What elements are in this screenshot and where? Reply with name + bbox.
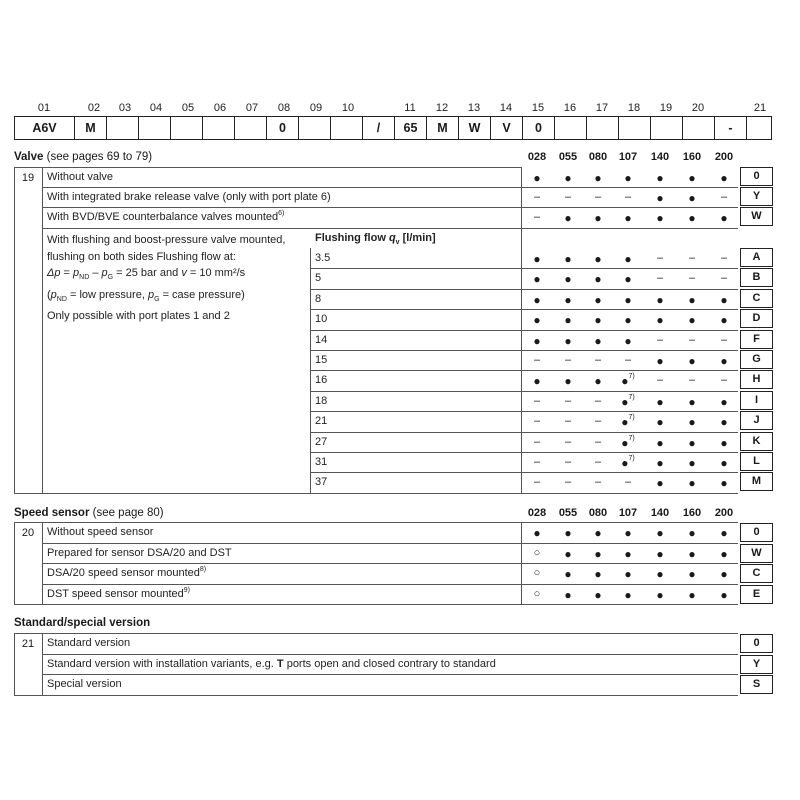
availability-dot: ●: [656, 567, 664, 581]
availability-dot: ●: [656, 171, 664, 185]
option-code-box: S: [740, 675, 773, 694]
not-available-dash: –: [594, 415, 602, 428]
availability-dot: ●$^{7)}$: [621, 373, 635, 389]
flushing-flow-value: 14: [315, 333, 328, 346]
valve-option-label: With BVD/BVE counterbalance valves mounted$^{6)}$: [47, 210, 285, 223]
availability-dot: ●: [688, 394, 696, 409]
special-row-divider: [42, 654, 738, 655]
not-available-dash: –: [564, 476, 572, 489]
availability-dot: ●: [564, 526, 572, 540]
availability-dot: ●: [624, 567, 632, 581]
availability-dot: ●: [533, 313, 541, 328]
not-available-dash: –: [594, 394, 602, 407]
option-code-box: C: [740, 564, 773, 583]
not-available-dash: –: [533, 354, 541, 366]
valve-top-border: [14, 167, 521, 168]
not-available-dash: –: [720, 374, 728, 387]
availability-dot: ●: [533, 374, 541, 389]
option-code-box: 0: [740, 523, 773, 542]
not-available-dash: –: [533, 435, 541, 448]
availability-dot: ●: [594, 292, 602, 307]
option-code-box: B: [740, 268, 773, 287]
flushing-flow-value: 8: [315, 292, 322, 305]
code-cell: W: [459, 117, 491, 139]
option-code-box: Y: [740, 655, 773, 674]
code-cell: [555, 117, 587, 139]
not-available-dash: –: [533, 415, 541, 428]
availability-dot: ●: [688, 191, 696, 205]
availability-dot: ●: [688, 588, 696, 602]
flushing-flow-value: 16: [315, 374, 328, 387]
not-available-dash: –: [688, 272, 696, 285]
speed-size-header-028: 028: [527, 507, 547, 519]
availability-dot: ●: [594, 567, 602, 581]
valve-size-header-080: 080: [588, 151, 608, 163]
not-available-dash: –: [594, 476, 602, 489]
availability-dot: ●: [624, 526, 632, 540]
availability-dot: ●: [688, 435, 696, 450]
speed-option-label: Prepared for sensor DSA/20 and DST: [47, 547, 232, 559]
code-cell: [619, 117, 651, 139]
availability-dot: ●: [624, 547, 632, 561]
availability-dot: ●: [720, 313, 728, 328]
availability-dot: ●: [594, 333, 602, 348]
availability-dot: ●: [594, 374, 602, 389]
availability-dot: ●: [720, 547, 728, 561]
availability-dot: ●: [688, 456, 696, 470]
availability-dot: ●: [624, 313, 632, 328]
valve-size-header-055: 055: [558, 151, 578, 163]
not-available-dash: –: [688, 333, 696, 346]
option-code-box: K: [740, 432, 773, 451]
flow-row-divider: [310, 452, 738, 453]
availability-dot: ●: [533, 272, 541, 287]
not-available-dash: –: [688, 374, 696, 387]
availability-dot: ●: [533, 333, 541, 348]
special-row-divider: [42, 695, 738, 696]
code-cell: [299, 117, 331, 139]
code-cell: [235, 117, 267, 139]
availability-dot: ●: [533, 526, 541, 540]
availability-dot: ●: [688, 547, 696, 561]
code-cell: [747, 117, 771, 139]
valve-option-label: With integrated brake release valve (only with port plate 6): [47, 191, 331, 203]
option-code-box: 0: [740, 167, 773, 186]
option-code-box: W: [740, 544, 773, 563]
valve-section-title: Valve (see pages 69 to 79): [14, 151, 153, 163]
availability-dot: ●: [564, 588, 572, 602]
not-available-dash: –: [720, 252, 728, 264]
flow-row-divider: [310, 411, 738, 412]
flushing-description: With flushing and boost-pressure valve mounted, flushing on both sides Flushing flow at: $\Delta p = p_{ND} - p_G = 25$ bar and v = 10 mm²/s ($p_{ND}$ = low pressure, $p_G$ = case pressure) Only possible with port plates 1 and 2: [47, 234, 286, 323]
option-code-box: I: [740, 391, 773, 410]
availability-dot: ●$^{7)}$: [621, 393, 635, 409]
availability-dot: ●: [564, 272, 572, 287]
availability-dot: ●: [594, 272, 602, 287]
position-label-18: 18: [627, 102, 641, 114]
availability-dot: ●$^{7)}$: [621, 414, 635, 430]
option-code-box: C: [740, 289, 773, 308]
valve-row-divider: [521, 207, 738, 208]
availability-dot: ●: [533, 252, 541, 266]
availability-dot: ●: [688, 313, 696, 328]
availability-dot: ●: [594, 313, 602, 328]
special-option-label: Special version: [47, 678, 122, 690]
option-code-box: F: [740, 330, 773, 349]
code-cell: [651, 117, 683, 139]
availability-dot: ●: [656, 313, 664, 328]
flushing-flow-value: 27: [315, 435, 328, 448]
availability-dot: ●: [656, 476, 664, 491]
flushing-flow-value: 15: [315, 354, 328, 366]
option-code-box: E: [740, 585, 773, 604]
special-section-number: 21: [21, 638, 35, 650]
position-label-08: 08: [277, 102, 291, 114]
position-label-09: 09: [309, 102, 323, 114]
code-cell: A6V: [15, 117, 75, 139]
speed-size-header-140: 140: [650, 507, 670, 519]
speed-row-divider: [42, 584, 738, 585]
valve-number-divider: [42, 167, 43, 493]
availability-dot: ●: [688, 476, 696, 491]
position-label-16: 16: [563, 102, 577, 114]
speed-row-divider: [42, 543, 738, 544]
speed-size-header-080: 080: [588, 507, 608, 519]
speed-option-label: DST speed sensor mounted$^{9)}$: [47, 587, 190, 600]
ordering-code-row: [14, 116, 772, 140]
availability-dot: ●: [533, 171, 541, 185]
code-cell: 65: [395, 117, 427, 139]
option-code-box: W: [740, 207, 773, 226]
special-top-border: [14, 633, 738, 634]
valve-row-divider: [42, 228, 521, 229]
valve-size-header-140: 140: [650, 151, 670, 163]
availability-dot: ●: [564, 333, 572, 348]
not-available-dash: –: [594, 456, 602, 468]
not-available-dash: –: [533, 211, 541, 223]
availability-dot: ●: [720, 171, 728, 185]
valve-bottom-border: [14, 493, 521, 494]
availability-dot: ●: [656, 588, 664, 602]
flushing-flow-value: 10: [315, 313, 328, 326]
availability-dot: ●: [720, 394, 728, 409]
flow-row-divider: [310, 330, 738, 331]
availability-dot: ●: [656, 526, 664, 540]
flushing-flow-value: 3.5: [315, 252, 331, 264]
availability-dot: ●: [720, 354, 728, 368]
valve-section-number: 19: [21, 172, 35, 184]
code-cell: /: [363, 117, 395, 139]
code-cell: M: [427, 117, 459, 139]
availability-dot: ●: [564, 374, 572, 389]
option-code-box: G: [740, 350, 773, 369]
option-code-box: L: [740, 452, 773, 471]
valve-left-border: [14, 167, 15, 493]
option-code-box: 0: [740, 634, 773, 653]
valve-size-header-107: 107: [618, 151, 638, 163]
position-label-19: 19: [659, 102, 673, 114]
availability-dot: ●: [688, 415, 696, 430]
availability-dot: ●: [564, 211, 572, 225]
availability-dot: ●: [656, 435, 664, 450]
availability-dot: ●: [720, 292, 728, 307]
position-label-02: 02: [87, 102, 101, 114]
code-cell: M: [75, 117, 107, 139]
not-available-dash: –: [656, 374, 664, 387]
code-cell: [683, 117, 715, 139]
option-code-box: D: [740, 309, 773, 328]
speed-size-header-107: 107: [618, 507, 638, 519]
availability-dot: ●: [688, 211, 696, 225]
position-label-21: 21: [753, 102, 767, 114]
not-available-dash: –: [533, 456, 541, 468]
availability-dot: ●: [720, 588, 728, 602]
availability-dot: ●: [688, 171, 696, 185]
flushing-flow-value: 37: [315, 476, 328, 489]
flow-row-divider: [310, 268, 738, 269]
availability-dot: ●: [594, 252, 602, 266]
availability-dot: ●$^{7)}$: [621, 455, 635, 470]
position-label-06: 06: [213, 102, 227, 114]
not-available-dash: –: [594, 354, 602, 366]
availability-dot: ●: [624, 333, 632, 348]
availability-dot: ●: [720, 211, 728, 225]
option-code-box: Y: [740, 187, 773, 206]
option-code-box: M: [740, 472, 773, 491]
speed-size-header-055: 055: [558, 507, 578, 519]
special-section-title: Standard/special version: [14, 617, 151, 629]
flow-row-divider: [310, 289, 738, 290]
valve-row-divider: [42, 207, 521, 208]
not-available-dash: –: [720, 191, 728, 203]
flushing-flow-value: 31: [315, 456, 328, 468]
code-cell: 0: [267, 117, 299, 139]
position-label-10: 10: [341, 102, 355, 114]
not-available-dash: –: [594, 191, 602, 203]
availability-dot: ●: [624, 588, 632, 602]
flow-row-divider: [310, 432, 738, 433]
special-option-label: Standard version with installation variants, e.g. T ports open and closed contrary to standard: [47, 658, 496, 670]
speed-top-border: [14, 522, 738, 523]
position-label-04: 04: [149, 102, 163, 114]
availability-dot: ●: [720, 567, 728, 581]
availability-dot: ●: [688, 526, 696, 540]
speed-bottom-border: [14, 604, 42, 605]
availability-dot: ●: [564, 547, 572, 561]
valve-row-divider: [521, 187, 738, 188]
speed-size-header-160: 160: [682, 507, 702, 519]
not-available-dash: –: [720, 333, 728, 346]
not-available-dash: –: [688, 252, 696, 264]
availability-dot: ●: [688, 354, 696, 368]
not-available-dash: –: [624, 476, 632, 489]
availability-dot: ●$^{7)}$: [621, 434, 635, 450]
availability-dot: ●: [594, 526, 602, 540]
position-label-11: 11: [404, 102, 416, 114]
not-available-dash: –: [564, 191, 572, 203]
availability-dot: ●: [720, 476, 728, 491]
not-available-dash: –: [533, 191, 541, 203]
availability-dot: ●: [656, 292, 664, 307]
availability-dot: ●: [624, 252, 632, 266]
availability-dot: ●: [594, 547, 602, 561]
position-label-12: 12: [435, 102, 449, 114]
availability-dot: ●: [720, 435, 728, 450]
option-code-box: A: [740, 248, 773, 267]
code-cell: -: [715, 117, 747, 139]
availability-dot: ●: [564, 313, 572, 328]
availability-dot: ●: [594, 211, 602, 225]
availability-dot: ●: [656, 354, 664, 368]
availability-dot: ●: [720, 456, 728, 470]
not-available-dash: –: [564, 354, 572, 366]
availability-dot: ●: [624, 211, 632, 225]
availability-dot: ●: [656, 456, 664, 470]
position-label-20: 20: [691, 102, 705, 114]
position-label-14: 14: [499, 102, 513, 114]
availability-dot: ●: [624, 292, 632, 307]
code-cell: [587, 117, 619, 139]
availability-dot: ●: [720, 526, 728, 540]
flow-row-divider: [310, 370, 738, 371]
special-option-label: Standard version: [47, 637, 131, 649]
position-label-03: 03: [118, 102, 132, 114]
code-cell: V: [491, 117, 523, 139]
availability-dot: ●: [656, 191, 664, 205]
not-available-dash: –: [594, 435, 602, 448]
availability-dot: ●: [688, 292, 696, 307]
availability-circle: ○: [533, 567, 541, 579]
valve-option-label: Without valve: [47, 171, 114, 183]
availability-dot: ●: [656, 547, 664, 561]
flushing-flow-header: Flushing flow $q_v$ [l/min]: [315, 232, 436, 247]
position-label-13: 13: [467, 102, 481, 114]
availability-dot: ●: [564, 252, 572, 266]
flushing-flow-value: 5: [315, 272, 322, 285]
not-available-dash: –: [624, 191, 632, 203]
code-cell: [331, 117, 363, 139]
speed-option-label: Without speed sensor: [47, 526, 154, 538]
speed-row-divider: [42, 604, 738, 605]
speed-row-divider: [42, 563, 738, 564]
flow-row-divider: [310, 391, 738, 392]
availability-dot: ●: [594, 588, 602, 602]
flow-row-divider: [310, 309, 738, 310]
flushing-flow-value: 21: [315, 415, 328, 428]
position-label-15: 15: [531, 102, 545, 114]
position-label-05: 05: [181, 102, 195, 114]
code-cell: [171, 117, 203, 139]
not-available-dash: –: [564, 394, 572, 407]
special-number-divider: [42, 633, 43, 695]
availability-dot: ●: [688, 567, 696, 581]
code-cell: [139, 117, 171, 139]
availability-dot: ●: [564, 171, 572, 185]
availability-circle: ○: [533, 588, 541, 600]
special-bottom-border: [14, 695, 42, 696]
not-available-dash: –: [656, 272, 664, 285]
valve-size-header-028: 028: [527, 151, 547, 163]
not-available-dash: –: [624, 354, 632, 366]
availability-dot: ●: [720, 415, 728, 430]
valve-row-divider: [42, 187, 521, 188]
availability-dot: ●: [564, 292, 572, 307]
speed-section-title: Speed sensor (see page 80): [14, 507, 164, 519]
flow-row-divider: [310, 350, 738, 351]
option-code-box: H: [740, 370, 773, 389]
availability-dot: ●: [656, 211, 664, 225]
availability-dot: ●: [624, 272, 632, 287]
special-row-divider: [42, 674, 738, 675]
speed-size-header-200: 200: [714, 507, 734, 519]
option-code-box: J: [740, 411, 773, 430]
availability-dot: ●: [656, 394, 664, 409]
not-available-dash: –: [564, 456, 572, 468]
position-label-17: 17: [595, 102, 609, 114]
flow-row-divider: [310, 472, 738, 473]
availability-dot: ●: [533, 292, 541, 307]
position-label-01: 01: [37, 102, 51, 114]
valve-size-header-160: 160: [682, 151, 702, 163]
not-available-dash: –: [564, 435, 572, 448]
flushing-flow-value: 18: [315, 394, 328, 407]
position-label-07: 07: [245, 102, 259, 114]
valve-size-header-200: 200: [714, 151, 734, 163]
availability-dot: ●: [624, 171, 632, 185]
not-available-dash: –: [656, 252, 664, 264]
availability-dot: ●: [564, 567, 572, 581]
availability-dot: ●: [656, 415, 664, 430]
code-cell: [203, 117, 235, 139]
valve-row-divider: [521, 228, 738, 229]
availability-dot: ●: [594, 171, 602, 185]
code-cell: 0: [523, 117, 555, 139]
availability-circle: ○: [533, 547, 541, 559]
speed-section-number: 20: [21, 527, 35, 539]
not-available-dash: –: [533, 476, 541, 489]
not-available-dash: –: [720, 272, 728, 285]
speed-option-label: DSA/20 speed sensor mounted$^{8)}$: [47, 566, 207, 579]
code-cell: [107, 117, 139, 139]
not-available-dash: –: [533, 394, 541, 407]
not-available-dash: –: [564, 415, 572, 428]
not-available-dash: –: [656, 333, 664, 346]
